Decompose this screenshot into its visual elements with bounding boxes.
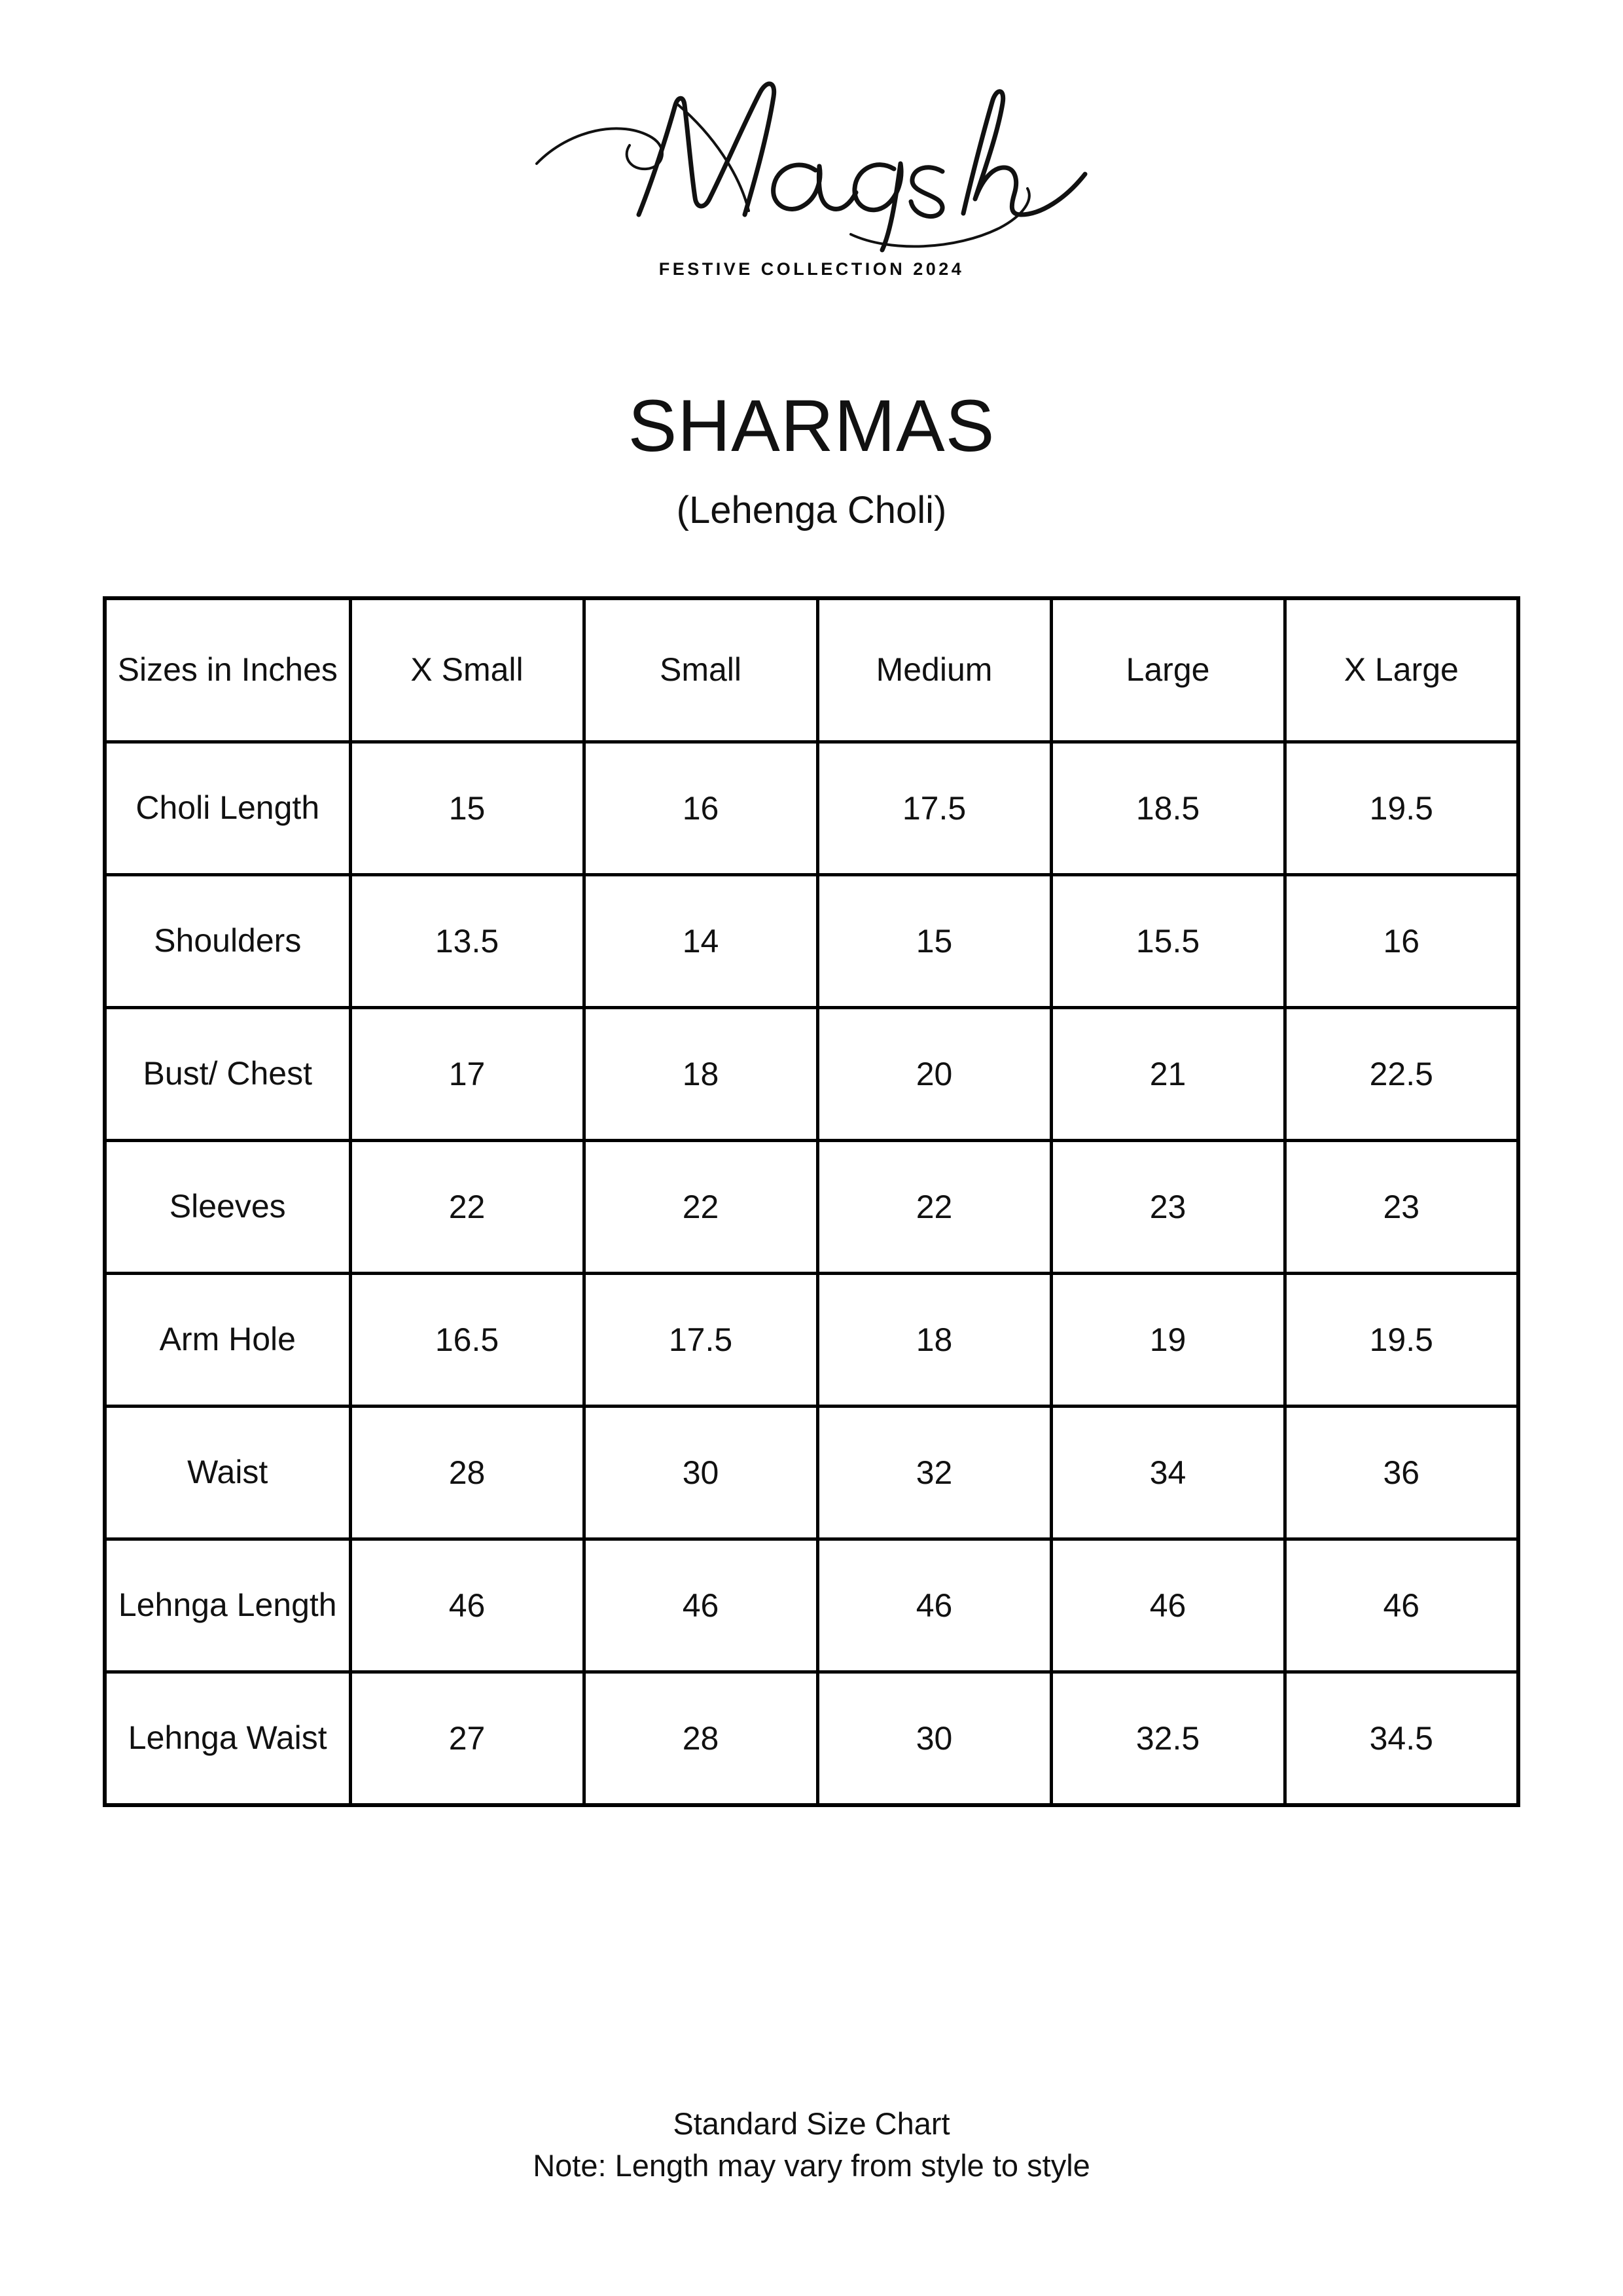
cell-value: 18.5 xyxy=(1051,742,1285,874)
cell-value: 19.5 xyxy=(1285,742,1518,874)
table-row xyxy=(105,1406,1518,1539)
row-label: Arm Hole xyxy=(105,1273,350,1406)
table-row xyxy=(105,1140,1518,1273)
cell-value: 17.5 xyxy=(584,1273,817,1406)
brand-logo xyxy=(517,59,1106,279)
brand-script-logo-icon xyxy=(524,59,1099,255)
size-chart-table-wrapper xyxy=(105,596,1518,1807)
footer-line-standard-size-chart: Standard Size Chart xyxy=(673,2106,950,2142)
footer-line-note: Note: Length may vary from style to style xyxy=(533,2147,1090,2183)
page-title: SHARMAS xyxy=(628,385,995,467)
cell-value: 16 xyxy=(584,742,817,874)
cell-value: 20 xyxy=(817,1007,1051,1140)
size-chart-table xyxy=(103,596,1520,1807)
row-label: Lehnga Waist xyxy=(105,1672,350,1805)
cell-value: 15 xyxy=(817,874,1051,1007)
table-row xyxy=(105,1273,1518,1406)
table-header-row xyxy=(105,598,1518,742)
cell-value: 28 xyxy=(584,1672,817,1805)
table-row xyxy=(105,742,1518,874)
table-row xyxy=(105,1007,1518,1140)
column-header-measure: Sizes in Inches xyxy=(105,598,350,742)
row-label: Waist xyxy=(105,1406,350,1539)
cell-value: 32 xyxy=(817,1406,1051,1539)
cell-value: 30 xyxy=(817,1672,1051,1805)
column-header-medium: Medium xyxy=(817,598,1051,742)
cell-value: 17 xyxy=(350,1007,584,1140)
cell-value: 46 xyxy=(350,1539,584,1672)
row-label: Sleeves xyxy=(105,1140,350,1273)
cell-value: 46 xyxy=(1051,1539,1285,1672)
page-subtitle: (Lehenga Choli) xyxy=(676,488,947,531)
cell-value: 36 xyxy=(1285,1406,1518,1539)
column-header-x-large: X Large xyxy=(1285,598,1518,742)
cell-value: 22 xyxy=(350,1140,584,1273)
column-header-large: Large xyxy=(1051,598,1285,742)
cell-value: 21 xyxy=(1051,1007,1285,1140)
cell-value: 34.5 xyxy=(1285,1672,1518,1805)
table-row xyxy=(105,874,1518,1007)
row-label: Shoulders xyxy=(105,874,350,1007)
cell-value: 46 xyxy=(584,1539,817,1672)
cell-value: 19.5 xyxy=(1285,1273,1518,1406)
cell-value: 23 xyxy=(1051,1140,1285,1273)
cell-value: 17.5 xyxy=(817,742,1051,874)
row-label: Bust/ Chest xyxy=(105,1007,350,1140)
footer-note xyxy=(0,2103,1623,2186)
cell-value: 15 xyxy=(350,742,584,874)
cell-value: 23 xyxy=(1285,1140,1518,1273)
table-row xyxy=(105,1539,1518,1672)
cell-value: 46 xyxy=(1285,1539,1518,1672)
column-header-x-small: X Small xyxy=(350,598,584,742)
cell-value: 46 xyxy=(817,1539,1051,1672)
cell-value: 19 xyxy=(1051,1273,1285,1406)
cell-value: 22.5 xyxy=(1285,1007,1518,1140)
cell-value: 16 xyxy=(1285,874,1518,1007)
cell-value: 27 xyxy=(350,1672,584,1805)
cell-value: 18 xyxy=(817,1273,1051,1406)
cell-value: 18 xyxy=(584,1007,817,1140)
row-label: Lehnga Length xyxy=(105,1539,350,1672)
cell-value: 34 xyxy=(1051,1406,1285,1539)
brand-tagline: FESTIVE COLLECTION 2024 xyxy=(658,259,965,279)
cell-value: 14 xyxy=(584,874,817,1007)
cell-value: 16.5 xyxy=(350,1273,584,1406)
row-label: Choli Length xyxy=(105,742,350,874)
cell-value: 28 xyxy=(350,1406,584,1539)
table-row xyxy=(105,1672,1518,1805)
cell-value: 15.5 xyxy=(1051,874,1285,1007)
cell-value: 32.5 xyxy=(1051,1672,1285,1805)
column-header-small: Small xyxy=(584,598,817,742)
cell-value: 30 xyxy=(584,1406,817,1539)
cell-value: 22 xyxy=(584,1140,817,1273)
cell-value: 13.5 xyxy=(350,874,584,1007)
cell-value: 22 xyxy=(817,1140,1051,1273)
